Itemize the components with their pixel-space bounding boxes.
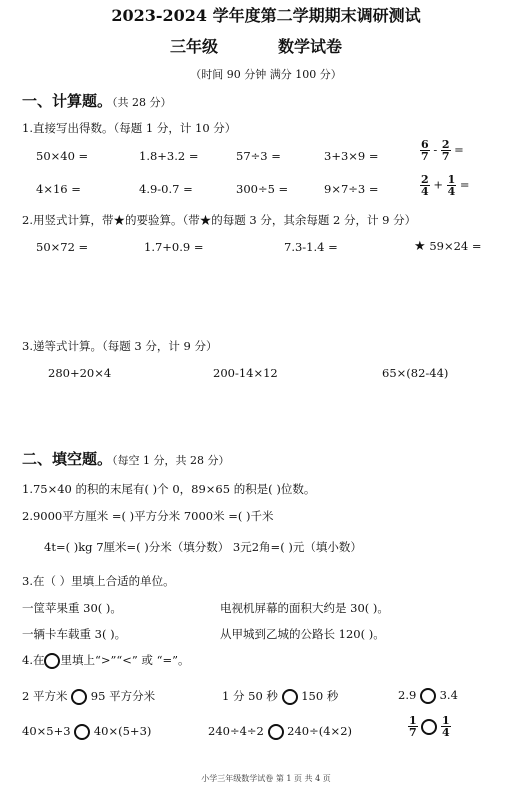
numerator: 1 <box>409 714 417 727</box>
denominator: 4 <box>441 726 450 739</box>
s2-q2b: 4t=( )kg 7厘米=( )分米（填分数） 3元2角=( )元（填小数） <box>44 540 362 554</box>
denominator: 7 <box>441 150 450 163</box>
compare-circle[interactable] <box>74 724 90 740</box>
s1-q3-item3: 65×(82-44) <box>382 366 449 380</box>
denominator: 7 <box>409 726 417 739</box>
star-icon: ★ <box>414 239 426 254</box>
denominator: 7 <box>421 150 429 163</box>
right-value: 40×(5+3) <box>93 724 152 738</box>
s2-q1: 1.75×40 的积的末尾有( )个 0，89×65 的积是( )位数。 <box>22 482 316 496</box>
compare-circle[interactable] <box>420 688 436 704</box>
label-post: 里填上“>”“<” 或 “=”。 <box>60 653 190 667</box>
s2-q4-r2-c2 <box>208 724 352 740</box>
s1-q1-r2-c1: 4×16 = <box>36 182 81 196</box>
s2-q3-a: 一筐苹果重 30( )。 <box>22 601 122 615</box>
s1-q1-r2-c2: 4.9-0.7 = <box>139 182 193 196</box>
time-info: （时间 90 分钟 满分 100 分） <box>190 68 342 81</box>
left-value: 40×5+3 <box>22 724 71 738</box>
s2-q4-label <box>22 652 189 669</box>
left-value: 2 平方米 <box>22 689 68 703</box>
s2-q4-r1-c1 <box>22 688 155 705</box>
s2-q3-c: 一辆卡车载重 3( )。 <box>22 627 127 641</box>
s1-q2-item2: 1.7+0.9 = <box>144 240 204 254</box>
s1-q2-item1: 50×72 = <box>36 240 89 254</box>
s1-q3-item2: 200-14×12 <box>213 366 278 380</box>
s1-q1-r2-c4: 9×7÷3 = <box>324 182 379 196</box>
compare-circle[interactable] <box>71 689 87 705</box>
s2-q4-r2-c1 <box>22 724 151 740</box>
s1-q1-frac1 <box>420 139 464 162</box>
left-value: 1 分 50 秒 <box>222 689 278 703</box>
s1-q3-label: 3.递等式计算。（每题 3 分，计 9 分） <box>22 339 218 353</box>
s1-q1-frac2 <box>420 174 470 197</box>
s1-q2-item4 <box>414 239 482 254</box>
label-pre: 4.在 <box>22 653 45 667</box>
item-text: 59×24 = <box>429 239 482 253</box>
s2-q4-r1-c3 <box>398 688 458 704</box>
s2-q3-label: 3.在（ ）里填上合适的单位。 <box>22 574 175 588</box>
fraction <box>447 174 457 197</box>
right-value: 3.4 <box>439 688 458 702</box>
s2-q3-b: 电视机屏幕的面积大约是 30( )。 <box>220 601 389 615</box>
fraction <box>420 174 430 197</box>
s1-q2-label: 2.用竖式计算，带★的要验算。（带★的每题 3 分，其余每题 2 分，计 9 分） <box>22 213 417 227</box>
equals: = <box>454 142 464 157</box>
s2-q4-r1-c2 <box>222 688 338 705</box>
exam-title: 2023-2024 学年度第二学期期末调研测试 <box>111 6 421 25</box>
section1-title: 一、计算题。 <box>22 92 113 110</box>
section1-note: （共 28 分） <box>112 96 172 109</box>
numerator: 6 <box>421 138 429 151</box>
section2-title: 二、填空题。 <box>22 450 113 468</box>
denominator: 4 <box>421 185 429 198</box>
numerator: 2 <box>441 138 450 151</box>
right-value: 240÷(4×2) <box>287 724 352 738</box>
section2-heading <box>22 448 230 469</box>
fraction <box>441 139 451 162</box>
equals: = <box>459 177 470 192</box>
s1-q1-r1-c4: 3+3×9 = <box>324 149 379 163</box>
compare-circle[interactable] <box>421 719 437 735</box>
numerator: 1 <box>447 173 456 186</box>
operator: + <box>433 177 443 192</box>
s1-q1-r1-c2: 1.8+3.2 = <box>139 149 199 163</box>
section2-note: （每空 1 分，共 28 分） <box>112 454 230 467</box>
s2-q4-r2-c3 <box>408 715 451 738</box>
s1-q1-r1-c1: 50×40 = <box>36 149 89 163</box>
s2-q3-d: 从甲城到乙城的公路长 120( )。 <box>220 627 385 641</box>
s2-q2a: 2.9000平方厘米 =( )平方分米 7000米 =( )千米 <box>22 509 274 523</box>
circle-icon <box>44 653 60 669</box>
denominator: 4 <box>447 185 456 198</box>
operator: - <box>433 142 438 157</box>
left-value: 2.9 <box>398 688 417 702</box>
right-value: 150 秒 <box>301 689 339 703</box>
fraction <box>420 139 430 162</box>
left-value: 240÷4÷2 <box>208 724 264 738</box>
compare-circle[interactable] <box>268 724 284 740</box>
s1-q1-r2-c3: 300÷5 = <box>236 182 289 196</box>
numerator: 1 <box>441 714 450 727</box>
section1-heading <box>22 90 172 111</box>
compare-circle[interactable] <box>282 689 298 705</box>
grade-label: 三年级 <box>170 37 219 56</box>
fraction <box>441 715 451 738</box>
right-value: 95 平方分米 <box>90 689 156 703</box>
page-footer: 小学三年级数学试卷 第 1 页 共 4 页 <box>201 774 331 783</box>
s1-q1-r1-c3: 57÷3 = <box>236 149 281 163</box>
s1-q2-item3: 7.3-1.4 = <box>284 240 338 254</box>
s1-q3-item1: 280+20×4 <box>48 366 112 380</box>
subject-label: 数学试卷 <box>278 37 343 56</box>
numerator: 2 <box>421 173 429 186</box>
s1-q1-label: 1.直接写出得数。（每题 1 分，计 10 分） <box>22 121 237 135</box>
fraction <box>408 715 418 738</box>
